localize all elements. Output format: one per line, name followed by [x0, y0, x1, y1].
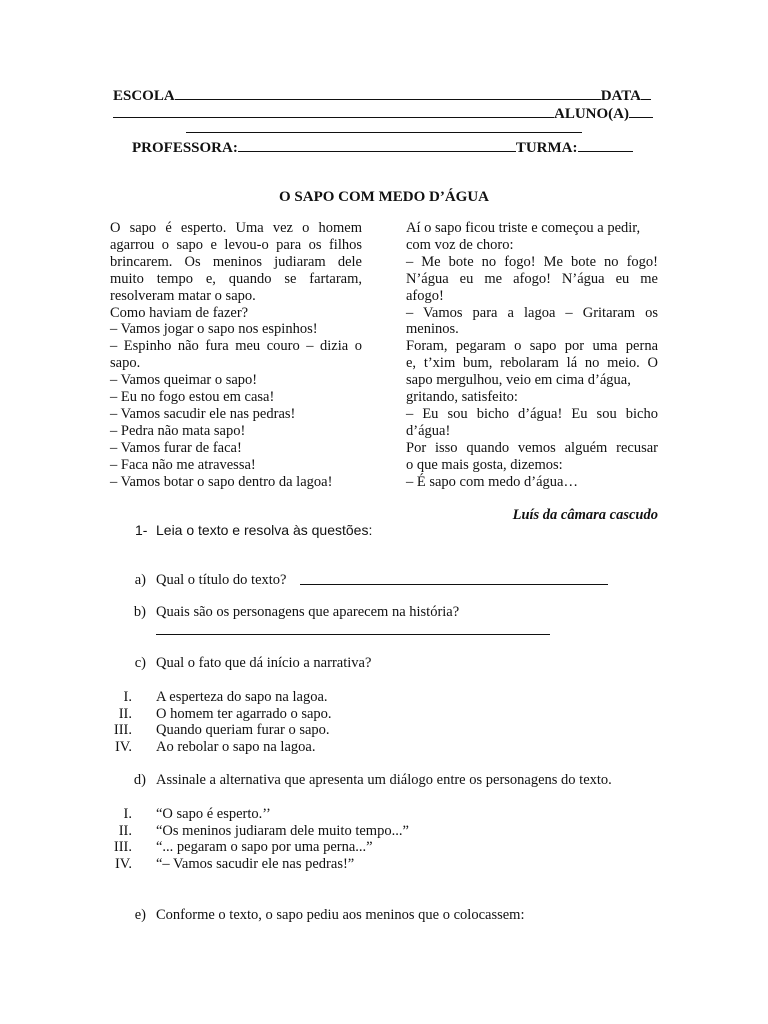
story-line: afogo!	[406, 287, 444, 304]
story-line: o que mais gosta, dizemos:	[406, 456, 563, 473]
date-label: DATA	[600, 88, 641, 104]
story-line: – Faca não me atravessa!	[110, 456, 256, 473]
story-line: – Vamos sacudir ele nas pedras!	[110, 405, 296, 422]
question-c-text: Qual o fato que dá início a narrativa?	[156, 655, 372, 671]
question-d-label: d)	[133, 772, 146, 788]
question-e-text: Conforme o texto, o sapo pediu aos meninos que o colocassem:	[156, 907, 525, 923]
question-c-label: c)	[134, 655, 146, 671]
option-text: Ao rebolar o sapo na lagoa.	[156, 738, 316, 755]
answer-b-line[interactable]	[156, 634, 550, 635]
student-line	[113, 104, 653, 123]
student-field[interactable]	[113, 104, 554, 118]
student-label: ALUNO(A)	[554, 106, 629, 122]
option-numeral: II.	[118, 822, 132, 839]
teacher-field[interactable]	[238, 138, 516, 152]
class-field[interactable]	[578, 138, 633, 152]
question-e-label: e)	[134, 907, 146, 923]
story-line: – Me bote no fogo! Me bote no fogo!	[406, 253, 658, 270]
question-b-text: Quais são os personagens que aparecem na história?	[156, 604, 460, 620]
school-label: ESCOLA	[113, 88, 175, 104]
option-numeral: I.	[123, 806, 132, 822]
option-numeral: I.	[123, 689, 132, 705]
option-numeral: III.	[113, 722, 132, 738]
story-line: – Vamos jogar o sapo nos espinhos!	[110, 321, 318, 338]
story-line: Aí o sapo ficou triste e começou a pedir,	[406, 220, 641, 236]
story-line: N’água eu me afogo! N’água eu me	[406, 270, 658, 287]
story-line: gritando, satisfeito:	[406, 389, 518, 406]
answer-a-line[interactable]	[300, 584, 608, 585]
school-date-line	[113, 86, 651, 105]
story-line: – Vamos botar o sapo dentro da lagoa!	[110, 473, 333, 490]
story-line: e, t’xim bum, rebolaram lá no meio. O	[406, 355, 658, 372]
story-line: Por isso quando vemos alguém recusar	[406, 439, 658, 456]
option-text: O homem ter agarrado o sapo.	[156, 705, 332, 722]
instruction-number: 1-	[135, 522, 148, 538]
story-line: sapo.	[110, 355, 141, 372]
story-line: – Espinho não fura meu couro – dizia o	[110, 338, 362, 355]
story-line: agarrou o sapo e levou-o para os filhos	[110, 236, 362, 253]
option-text: A esperteza do sapo na lagoa.	[156, 689, 328, 705]
option-text: Quando queriam furar o sapo.	[156, 722, 330, 738]
story-line: muito tempo e, quando se fartaram,	[110, 270, 362, 287]
teacher-label: PROFESSORA:	[132, 140, 238, 156]
instruction-text: Leia o texto e resolva às questões:	[156, 522, 373, 538]
story-line: – Vamos para a lagoa – Gritaram os	[406, 304, 658, 321]
question-a-text: Qual o título do texto?	[156, 572, 287, 588]
story-line: – Vamos queimar o sapo!	[110, 372, 258, 389]
story-line: sapo mergulhou, veio em cima d’água,	[406, 372, 631, 389]
story-line: Foram, pegaram o sapo por uma perna	[406, 338, 658, 355]
question-b-label: b)	[133, 604, 146, 620]
story-line: meninos.	[406, 321, 459, 338]
story-line: – Vamos furar de faca!	[110, 439, 242, 456]
separator-line	[186, 132, 582, 133]
story-line: – É sapo com medo d’água…	[406, 473, 578, 490]
option-numeral: IV.	[114, 855, 132, 872]
story-line: – Eu sou bicho d’água! Eu sou bicho	[406, 405, 658, 422]
story-line: O sapo é esperto. Uma vez o homem	[110, 220, 362, 236]
date-field[interactable]	[641, 86, 651, 100]
student-field-end[interactable]	[629, 104, 653, 118]
story-line: – Eu no fogo estou em casa!	[110, 389, 275, 406]
story-line: – Pedra não mata sapo!	[110, 422, 246, 439]
teacher-class-line	[132, 138, 633, 157]
question-a-label: a)	[134, 572, 146, 588]
instruction	[135, 522, 373, 539]
story-line: d’água!	[406, 422, 451, 439]
option-text: “– Vamos sacudir ele nas pedras!”	[156, 855, 355, 872]
story-left-column	[110, 220, 362, 491]
question-d-text: Assinale a alternativa que apresenta um diálogo entre os personagens do texto.	[156, 772, 612, 788]
story-line: brincarem. Os meninos judiaram dele	[110, 253, 362, 270]
option-numeral: IV.	[114, 738, 132, 755]
story-author: Luís da câmara cascudo	[512, 507, 658, 523]
option-numeral: III.	[113, 839, 132, 855]
school-field[interactable]	[175, 86, 601, 100]
option-text: “O sapo é esperto.’’	[156, 806, 271, 822]
class-label: TURMA:	[515, 140, 578, 156]
story-right-column	[406, 220, 658, 491]
story-title: O SAPO COM MEDO D’ÁGUA	[279, 189, 489, 205]
story-line: Como haviam de fazer?	[110, 304, 249, 321]
story-line: com voz de choro:	[406, 236, 514, 253]
option-text: “Os meninos judiaram dele muito tempo...”	[156, 822, 409, 839]
option-numeral: II.	[118, 705, 132, 722]
option-text: “... pegaram o sapo por uma perna...”	[156, 839, 373, 855]
story-line: resolveram matar o sapo.	[110, 287, 256, 304]
